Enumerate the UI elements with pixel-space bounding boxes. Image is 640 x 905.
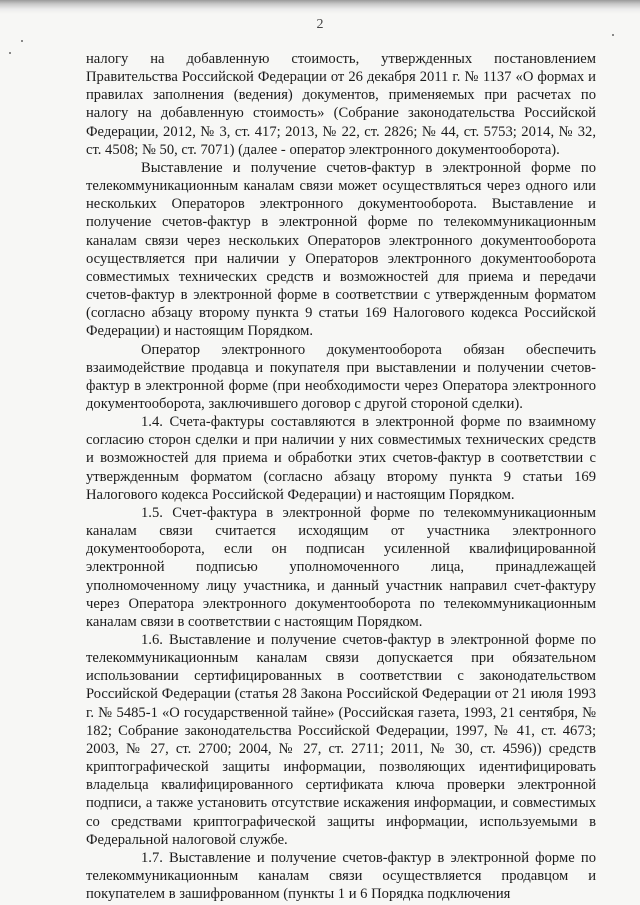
paragraph-edo-operators: Выставление и получение счетов-фактур в электронной форме по телекоммуникационным каналам связи может осуществляться через одного или нескольких Операторов электронного документооборота. Выставление и получение счетов-фактур в электронной форме по телекоммуникационным каналам связи через нескольких Операторов электронного документооборота осуществляется при наличии у Операторов электронного документооборота совместимых технических средств и возможностей для приема и передачи счетов-фактур в электронной форме в соответствии с утвержденным форматом (согласно абзацу второму пункта 9 статьи 169 Налогового кодекса Российской Федерации) и настоящим Порядком.: [86, 159, 596, 340]
paragraph-operator-duty: Оператор электронного документооборота обязан обеспечить взаимодействие продавца и покупателя при выставлении и получении счетов-фактур в электронной форме (при необходимости через Оператора электронного документооборота, заключившего договор с другой стороной сделки).: [86, 341, 596, 412]
scan-top-edge: [0, 0, 640, 14]
paragraph-1-4: 1.4. Счета-фактуры составляются в электронной форме по взаимному согласию сторон сделки и при наличии у них совместимых технических средств и возможностей для приема и обработки этих счетов-фактур в соответствии с утвержденным форматом (согласно абзацу второму пункта 9 статьи 169 Налогового кодекса Российской Федерации) и настоящим Порядком.: [86, 414, 596, 503]
page-number: 2: [316, 17, 324, 32]
scan-speck: [612, 34, 614, 36]
paragraph-1-6: 1.6. Выставление и получение счетов-фактур в электронной форме по телекоммуникационным каналам связи допускается при обязательном использовании сертифицированных в соответствии с законодательством Российской Федерации (статья 28 Закона Российской Федерации от 21 июля 1993 г. № 5485-1 «О государственной тайне» (Российская газета, 1993, 21 сентября, № 182; Собрание законодательства Российской Федерации, 1997, № 41, ст. 4673; 2003, № 27, ст. 2700; 2004, № 27, ст. 2711; 2011, № 30, ст. 4596)) средств криптографической защиты информации, позволяющих идентифицировать владельца квалифицированного сертификата ключа проверки электронной подписи, а также установить отсутствие искажения информации, и совместимых со средствами криптографической защиты информации, используемыми в Федеральной налоговой службе.: [86, 632, 596, 848]
scan-speck: [9, 52, 11, 54]
document-body: [86, 50, 596, 903]
paragraph-1-5: 1.5. Счет-фактура в электронной форме по телекоммуникационным каналам связи считается исходящим от участника электронного документооборота, если он подписан усиленной квалифицированной электронной подписью уполномоченного лица, принадлежащей уполномоченному лицу участника, и данный участник направил счет-фактуру через Оператора электронного документооборота по телекоммуникационным каналам связи в соответствии с настоящим Порядком.: [86, 504, 596, 630]
paragraph-1-7: 1.7. Выставление и получение счетов-фактур в электронной форме по телекоммуникационным каналам связи осуществляется продавцом и покупателем в зашифрованном (пункты 1 и 6 Порядка подключения: [86, 849, 596, 903]
paragraph-continuation: налогу на добавленную стоимость, утвержденных постановлением Правительства Российской Федерации от 26 декабря 2011 г. № 1137 «О формах и правилах заполнения (ведения) документов, применяемых при расчетах по налогу на добавленную стоимость» (Собрание законодательства Российской Федерации, 2012, № 3, ст. 417; 2013, № 22, ст. 2826; № 44, ст. 5753; 2014, № 32, ст. 4508; № 50, ст. 7071) (далее - оператор электронного документооборота).: [86, 51, 596, 158]
scan-speck: [21, 40, 23, 42]
